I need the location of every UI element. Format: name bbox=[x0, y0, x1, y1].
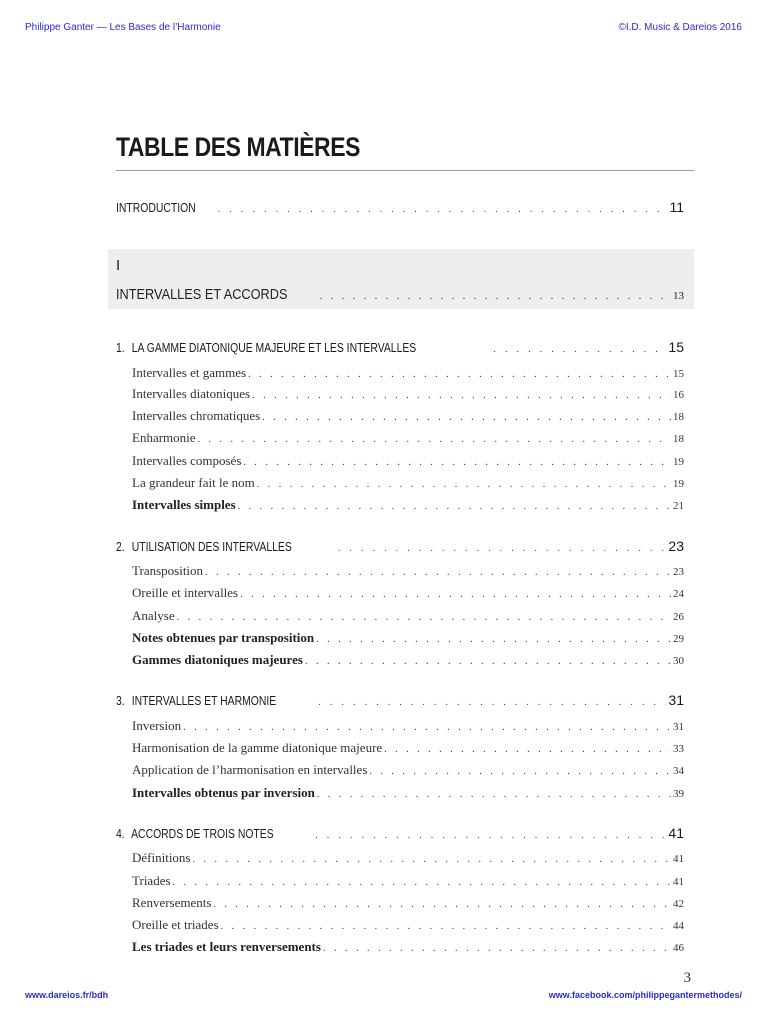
toc-item[interactable] bbox=[132, 497, 684, 513]
toc-item-page: 42 bbox=[673, 898, 684, 910]
toc-item-page: 46 bbox=[673, 942, 684, 954]
toc-item-label: Oreille et intervalles bbox=[132, 585, 239, 600]
part-number: I bbox=[116, 257, 121, 274]
toc-item-label: La grandeur fait le nom bbox=[132, 475, 255, 490]
toc-entry-page: 11 bbox=[669, 199, 684, 215]
toc-entry-page: 13 bbox=[673, 290, 684, 302]
toc-item-label: Intervalles diatoniques bbox=[132, 386, 251, 401]
toc-item-label: Les triades et leurs renversements bbox=[132, 939, 321, 954]
toc-chapter-label: 3. INTERVALLES ET HARMONIE bbox=[116, 693, 277, 708]
toc-item-page: 24 bbox=[673, 588, 684, 600]
toc-item[interactable] bbox=[132, 430, 684, 446]
toc-item[interactable] bbox=[132, 740, 684, 756]
toc-chapter-label: 4. ACCORDS DE TROIS NOTES bbox=[116, 826, 274, 841]
toc-chapter-1[interactable] bbox=[116, 339, 684, 355]
dot-leader bbox=[315, 830, 666, 841]
toc-item[interactable] bbox=[132, 608, 684, 624]
dot-leader bbox=[384, 744, 671, 755]
toc-item[interactable] bbox=[132, 652, 684, 668]
toc-item-page: 41 bbox=[673, 853, 684, 865]
toc-item-label: Transposition bbox=[132, 563, 204, 578]
toc-item[interactable] bbox=[132, 873, 684, 889]
toc-chapter-4[interactable] bbox=[116, 825, 684, 841]
toc-item-page: 18 bbox=[673, 433, 684, 445]
dot-leader bbox=[305, 656, 671, 667]
toc-item[interactable] bbox=[132, 365, 684, 381]
toc-item-label: Intervalles obtenus par inversion bbox=[132, 785, 315, 800]
dot-leader bbox=[320, 291, 671, 302]
toc-chapter-label: 1. LA GAMME DIATONIQUE MAJEURE ET LES INTERVALLES bbox=[116, 340, 417, 355]
toc-item-label: Notes obtenues par transposition bbox=[132, 630, 315, 645]
dot-leader bbox=[177, 612, 671, 623]
toc-item-label: Intervalles simples bbox=[132, 497, 236, 512]
dot-leader bbox=[323, 943, 671, 954]
toc-item[interactable] bbox=[132, 630, 684, 646]
dot-leader bbox=[243, 457, 671, 468]
toc-item-label: Définitions bbox=[132, 850, 191, 865]
toc-item[interactable] bbox=[132, 718, 684, 734]
footer-website-link[interactable]: www.dareios.fr/bdh bbox=[25, 990, 109, 1000]
page-number: 3 bbox=[683, 970, 691, 986]
dot-leader bbox=[198, 434, 671, 445]
dot-leader bbox=[240, 589, 671, 600]
toc-item-page: 31 bbox=[673, 721, 684, 733]
toc-item-page: 41 bbox=[673, 876, 684, 888]
toc-item[interactable] bbox=[132, 386, 684, 402]
toc-item-page: 15 bbox=[673, 368, 684, 380]
dot-leader bbox=[248, 369, 671, 380]
toc-item-page: 21 bbox=[673, 500, 684, 512]
toc-item-label: Oreille et triades bbox=[132, 917, 219, 932]
toc-item-page: 39 bbox=[673, 788, 684, 800]
toc-item-label: Intervalles composés bbox=[132, 453, 242, 468]
toc-item-page: 33 bbox=[673, 743, 684, 755]
toc-item-label: Intervalles chromatiques bbox=[132, 408, 261, 423]
dot-leader bbox=[218, 204, 668, 215]
page-title: TABLE DES MATIÈRES bbox=[116, 132, 360, 162]
dot-leader bbox=[316, 634, 671, 645]
toc-item-page: 19 bbox=[673, 478, 684, 490]
header-copyright: ©I.D. Music & Dareios 2016 bbox=[618, 22, 742, 33]
toc-item[interactable] bbox=[132, 563, 684, 579]
toc-item-label: Gammes diatoniques majeures bbox=[132, 652, 303, 667]
toc-item-label: Intervalles et gammes bbox=[132, 365, 247, 380]
toc-chapter-page: 41 bbox=[668, 825, 684, 841]
toc-entry-introduction[interactable] bbox=[116, 199, 684, 215]
dot-leader bbox=[493, 344, 666, 355]
dot-leader bbox=[173, 877, 671, 888]
toc-item-page: 30 bbox=[673, 655, 684, 667]
toc-item[interactable] bbox=[132, 475, 684, 491]
toc-item[interactable] bbox=[132, 453, 684, 469]
toc-item-label: Harmonisation de la gamme diatonique majeure bbox=[132, 740, 383, 755]
toc-chapter-page: 31 bbox=[668, 692, 684, 708]
dot-leader bbox=[252, 390, 671, 401]
toc-chapter-2[interactable] bbox=[116, 538, 684, 554]
toc-item-label: Triades bbox=[132, 873, 171, 888]
toc-item[interactable] bbox=[132, 850, 684, 866]
toc-chapter-page: 15 bbox=[668, 339, 684, 355]
toc-item-page: 26 bbox=[673, 611, 684, 623]
toc-item-label: Application de l’harmonisation en intervalles bbox=[132, 762, 368, 777]
toc-entry-label: INTRODUCTION bbox=[116, 200, 196, 215]
toc-item-label: Analyse bbox=[132, 608, 175, 623]
toc-item-page: 19 bbox=[673, 456, 684, 468]
dot-leader bbox=[257, 479, 671, 490]
dot-leader bbox=[183, 722, 671, 733]
toc-chapter-3[interactable] bbox=[116, 692, 684, 708]
dot-leader bbox=[205, 567, 671, 578]
toc-entry-label: INTERVALLES ET ACCORDS bbox=[116, 286, 288, 303]
toc-item[interactable] bbox=[132, 762, 684, 778]
toc-chapter-page: 23 bbox=[668, 538, 684, 554]
toc-item[interactable] bbox=[132, 785, 684, 801]
toc-item[interactable] bbox=[132, 939, 684, 955]
toc-item-page: 34 bbox=[673, 765, 684, 777]
toc-item-page: 23 bbox=[673, 566, 684, 578]
dot-leader bbox=[193, 854, 672, 865]
dot-leader bbox=[221, 921, 671, 932]
title-rule bbox=[116, 170, 694, 171]
toc-item-page: 29 bbox=[673, 633, 684, 645]
dot-leader bbox=[238, 501, 671, 512]
dot-leader bbox=[369, 766, 671, 777]
dot-leader bbox=[317, 789, 671, 800]
toc-chapter-label: 2. UTILISATION DES INTERVALLES bbox=[116, 539, 292, 554]
toc-item-label: Enharmonie bbox=[132, 430, 196, 445]
toc-item-label: Inversion bbox=[132, 718, 182, 733]
dot-leader bbox=[318, 697, 666, 708]
header-book-title: Philippe Ganter — Les Bases de l’Harmonie bbox=[25, 22, 221, 33]
toc-item-page: 44 bbox=[673, 920, 684, 932]
footer-facebook-link[interactable]: www.facebook.com/philippegantermethodes/ bbox=[548, 990, 742, 1000]
toc-item-label: Renversements bbox=[132, 895, 212, 910]
toc-item[interactable] bbox=[132, 408, 684, 424]
toc-item-page: 18 bbox=[673, 411, 684, 423]
toc-item[interactable] bbox=[132, 895, 684, 911]
toc-item-page: 16 bbox=[673, 389, 684, 401]
toc-item[interactable] bbox=[132, 585, 684, 601]
toc-entry-part[interactable] bbox=[116, 286, 684, 303]
toc-item[interactable] bbox=[132, 917, 684, 933]
dot-leader bbox=[262, 412, 671, 423]
dot-leader bbox=[338, 543, 667, 554]
dot-leader bbox=[213, 899, 671, 910]
